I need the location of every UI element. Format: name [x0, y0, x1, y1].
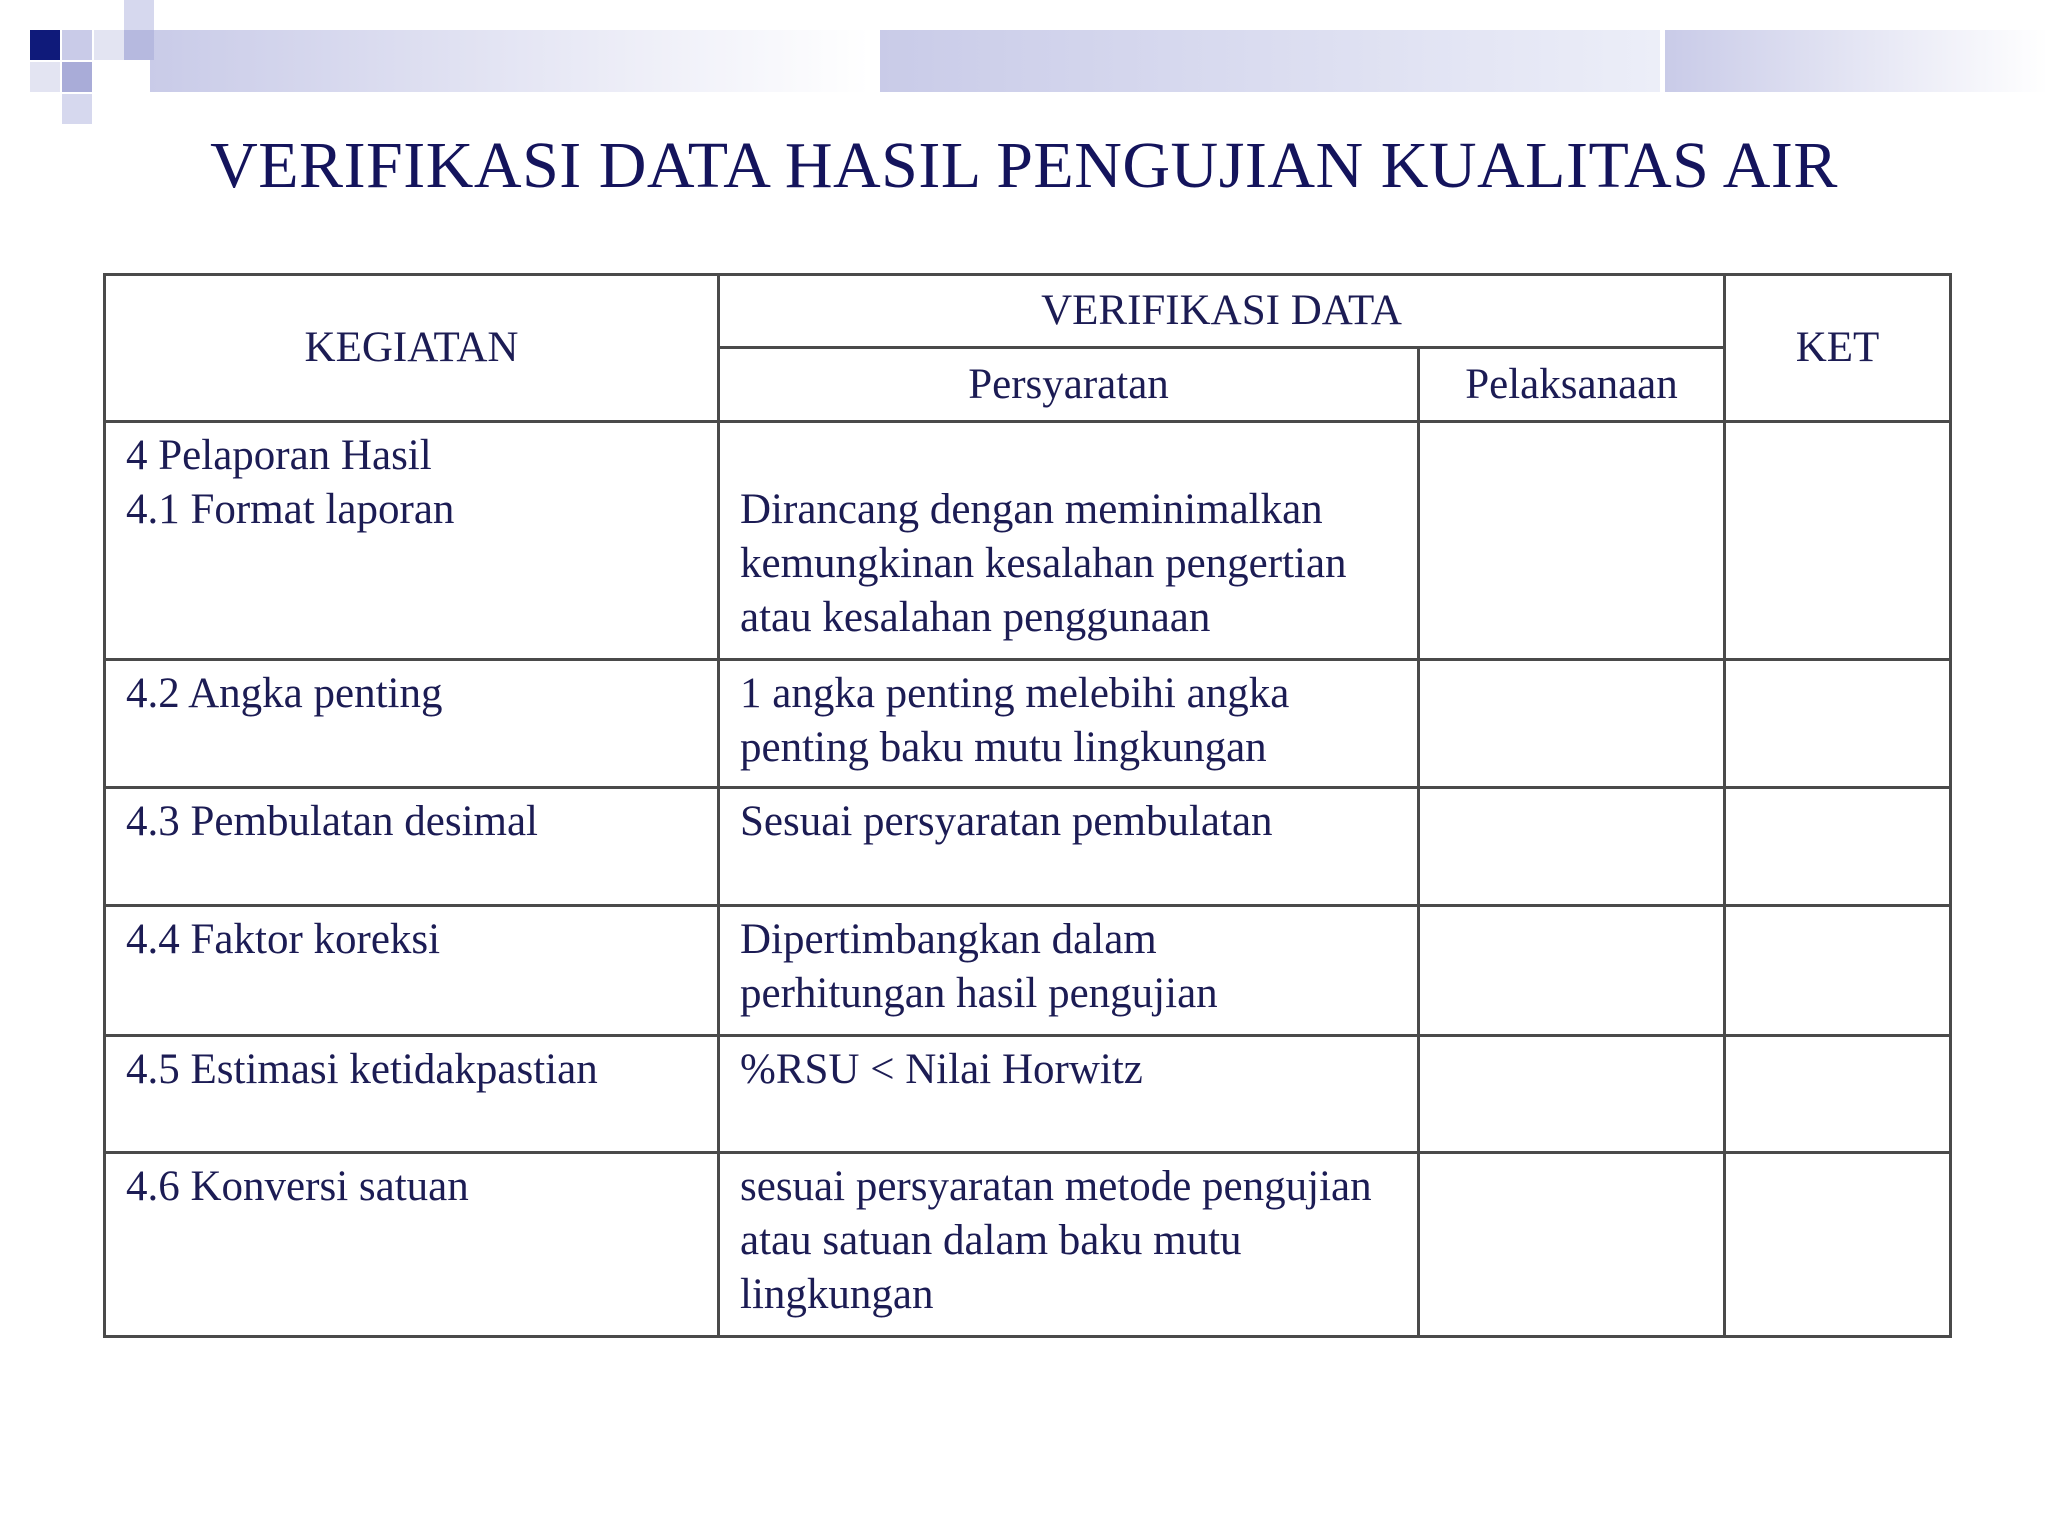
kegiatan-line: 4.2 Angka penting: [126, 670, 443, 717]
kegiatan-cell: [105, 788, 719, 906]
deco-square-2: [94, 30, 124, 60]
table-row: [105, 1153, 1951, 1337]
pelaksanaan-cell: [1419, 906, 1725, 1036]
ket-cell: [1725, 422, 1951, 660]
deco-square-3: [62, 62, 92, 92]
kegiatan-cell: [105, 660, 719, 788]
pelaksanaan-cell: [1419, 1036, 1725, 1153]
persyaratan-cell: [719, 788, 1419, 906]
ket-cell: [1725, 660, 1951, 788]
decorative-banner: [0, 0, 2048, 130]
banner-bar-right: [1665, 30, 2048, 92]
kegiatan-line: 4.3 Pembulatan desimal: [126, 798, 539, 845]
deco-square-dark: [30, 30, 60, 60]
persyaratan-line: atau satuan dalam baku mutu: [740, 1217, 1242, 1264]
pelaksanaan-cell: [1419, 422, 1725, 660]
kegiatan-cell: [105, 1036, 719, 1153]
deco-square-7: [62, 94, 92, 124]
header-verifikasi-data: VERIFIKASI DATA: [719, 275, 1725, 348]
table-row: [105, 906, 1951, 1036]
table-row: [105, 788, 1951, 906]
header-kegiatan: KEGIATAN: [105, 275, 719, 422]
persyaratan-line: Dirancang dengan meminimalkan: [740, 486, 1323, 533]
persyaratan-line: Sesuai persyaratan pembulatan: [740, 798, 1273, 845]
banner-bar-middle: [880, 30, 1660, 92]
table-row: [105, 660, 1951, 788]
persyaratan-line: kemungkinan kesalahan pengertian: [740, 540, 1347, 587]
kegiatan-line: 4 Pelaporan Hasil: [126, 432, 432, 479]
persyaratan-line: [740, 429, 1397, 483]
slide-title: VERIFIKASI DATA HASIL PENGUJIAN KUALITAS AIR: [210, 129, 1838, 202]
deco-square-4: [124, 0, 154, 30]
persyaratan-line: Dipertimbangkan dalam: [740, 916, 1157, 963]
header-ket: KET: [1725, 275, 1951, 422]
banner-bar-left: [150, 30, 870, 92]
persyaratan-line: perhitungan hasil pengujian: [740, 970, 1218, 1017]
kegiatan-cell: [105, 422, 719, 660]
persyaratan-cell: [719, 1036, 1419, 1153]
pelaksanaan-cell: [1419, 1153, 1725, 1337]
table-row: [105, 422, 1951, 660]
kegiatan-cell: [105, 906, 719, 1036]
ket-cell: [1725, 1036, 1951, 1153]
pelaksanaan-cell: [1419, 660, 1725, 788]
table-header-row: [105, 275, 1951, 348]
table-row: [105, 1036, 1951, 1153]
header-pelaksanaan: Pelaksanaan: [1419, 348, 1725, 422]
kegiatan-line: 4.5 Estimasi ketidakpastian: [126, 1046, 598, 1093]
persyaratan-line: 1 angka penting melebihi angka: [740, 670, 1290, 717]
persyaratan-line: lingkungan: [740, 1271, 934, 1318]
pelaksanaan-cell: [1419, 788, 1725, 906]
deco-square-1: [62, 30, 92, 60]
deco-square-6: [30, 62, 60, 92]
header-persyaratan: Persyaratan: [719, 348, 1419, 422]
kegiatan-cell: [105, 1153, 719, 1337]
deco-square-5: [124, 30, 154, 60]
persyaratan-line: sesuai persyaratan metode pengujian: [740, 1163, 1372, 1210]
persyaratan-cell: [719, 906, 1419, 1036]
ket-cell: [1725, 1153, 1951, 1337]
persyaratan-line: %RSU < Nilai Horwitz: [740, 1046, 1143, 1093]
persyaratan-cell: [719, 660, 1419, 788]
ket-cell: [1725, 788, 1951, 906]
kegiatan-line: 4.4 Faktor koreksi: [126, 916, 441, 963]
persyaratan-cell: [719, 422, 1419, 660]
ket-cell: [1725, 906, 1951, 1036]
kegiatan-line: 4.6 Konversi satuan: [126, 1163, 469, 1210]
kegiatan-line: 4.1 Format laporan: [126, 486, 455, 533]
persyaratan-cell: [719, 1153, 1419, 1337]
verification-table: [103, 273, 1952, 1338]
persyaratan-line: penting baku mutu lingkungan: [740, 724, 1267, 771]
persyaratan-line: atau kesalahan penggunaan: [740, 594, 1211, 641]
